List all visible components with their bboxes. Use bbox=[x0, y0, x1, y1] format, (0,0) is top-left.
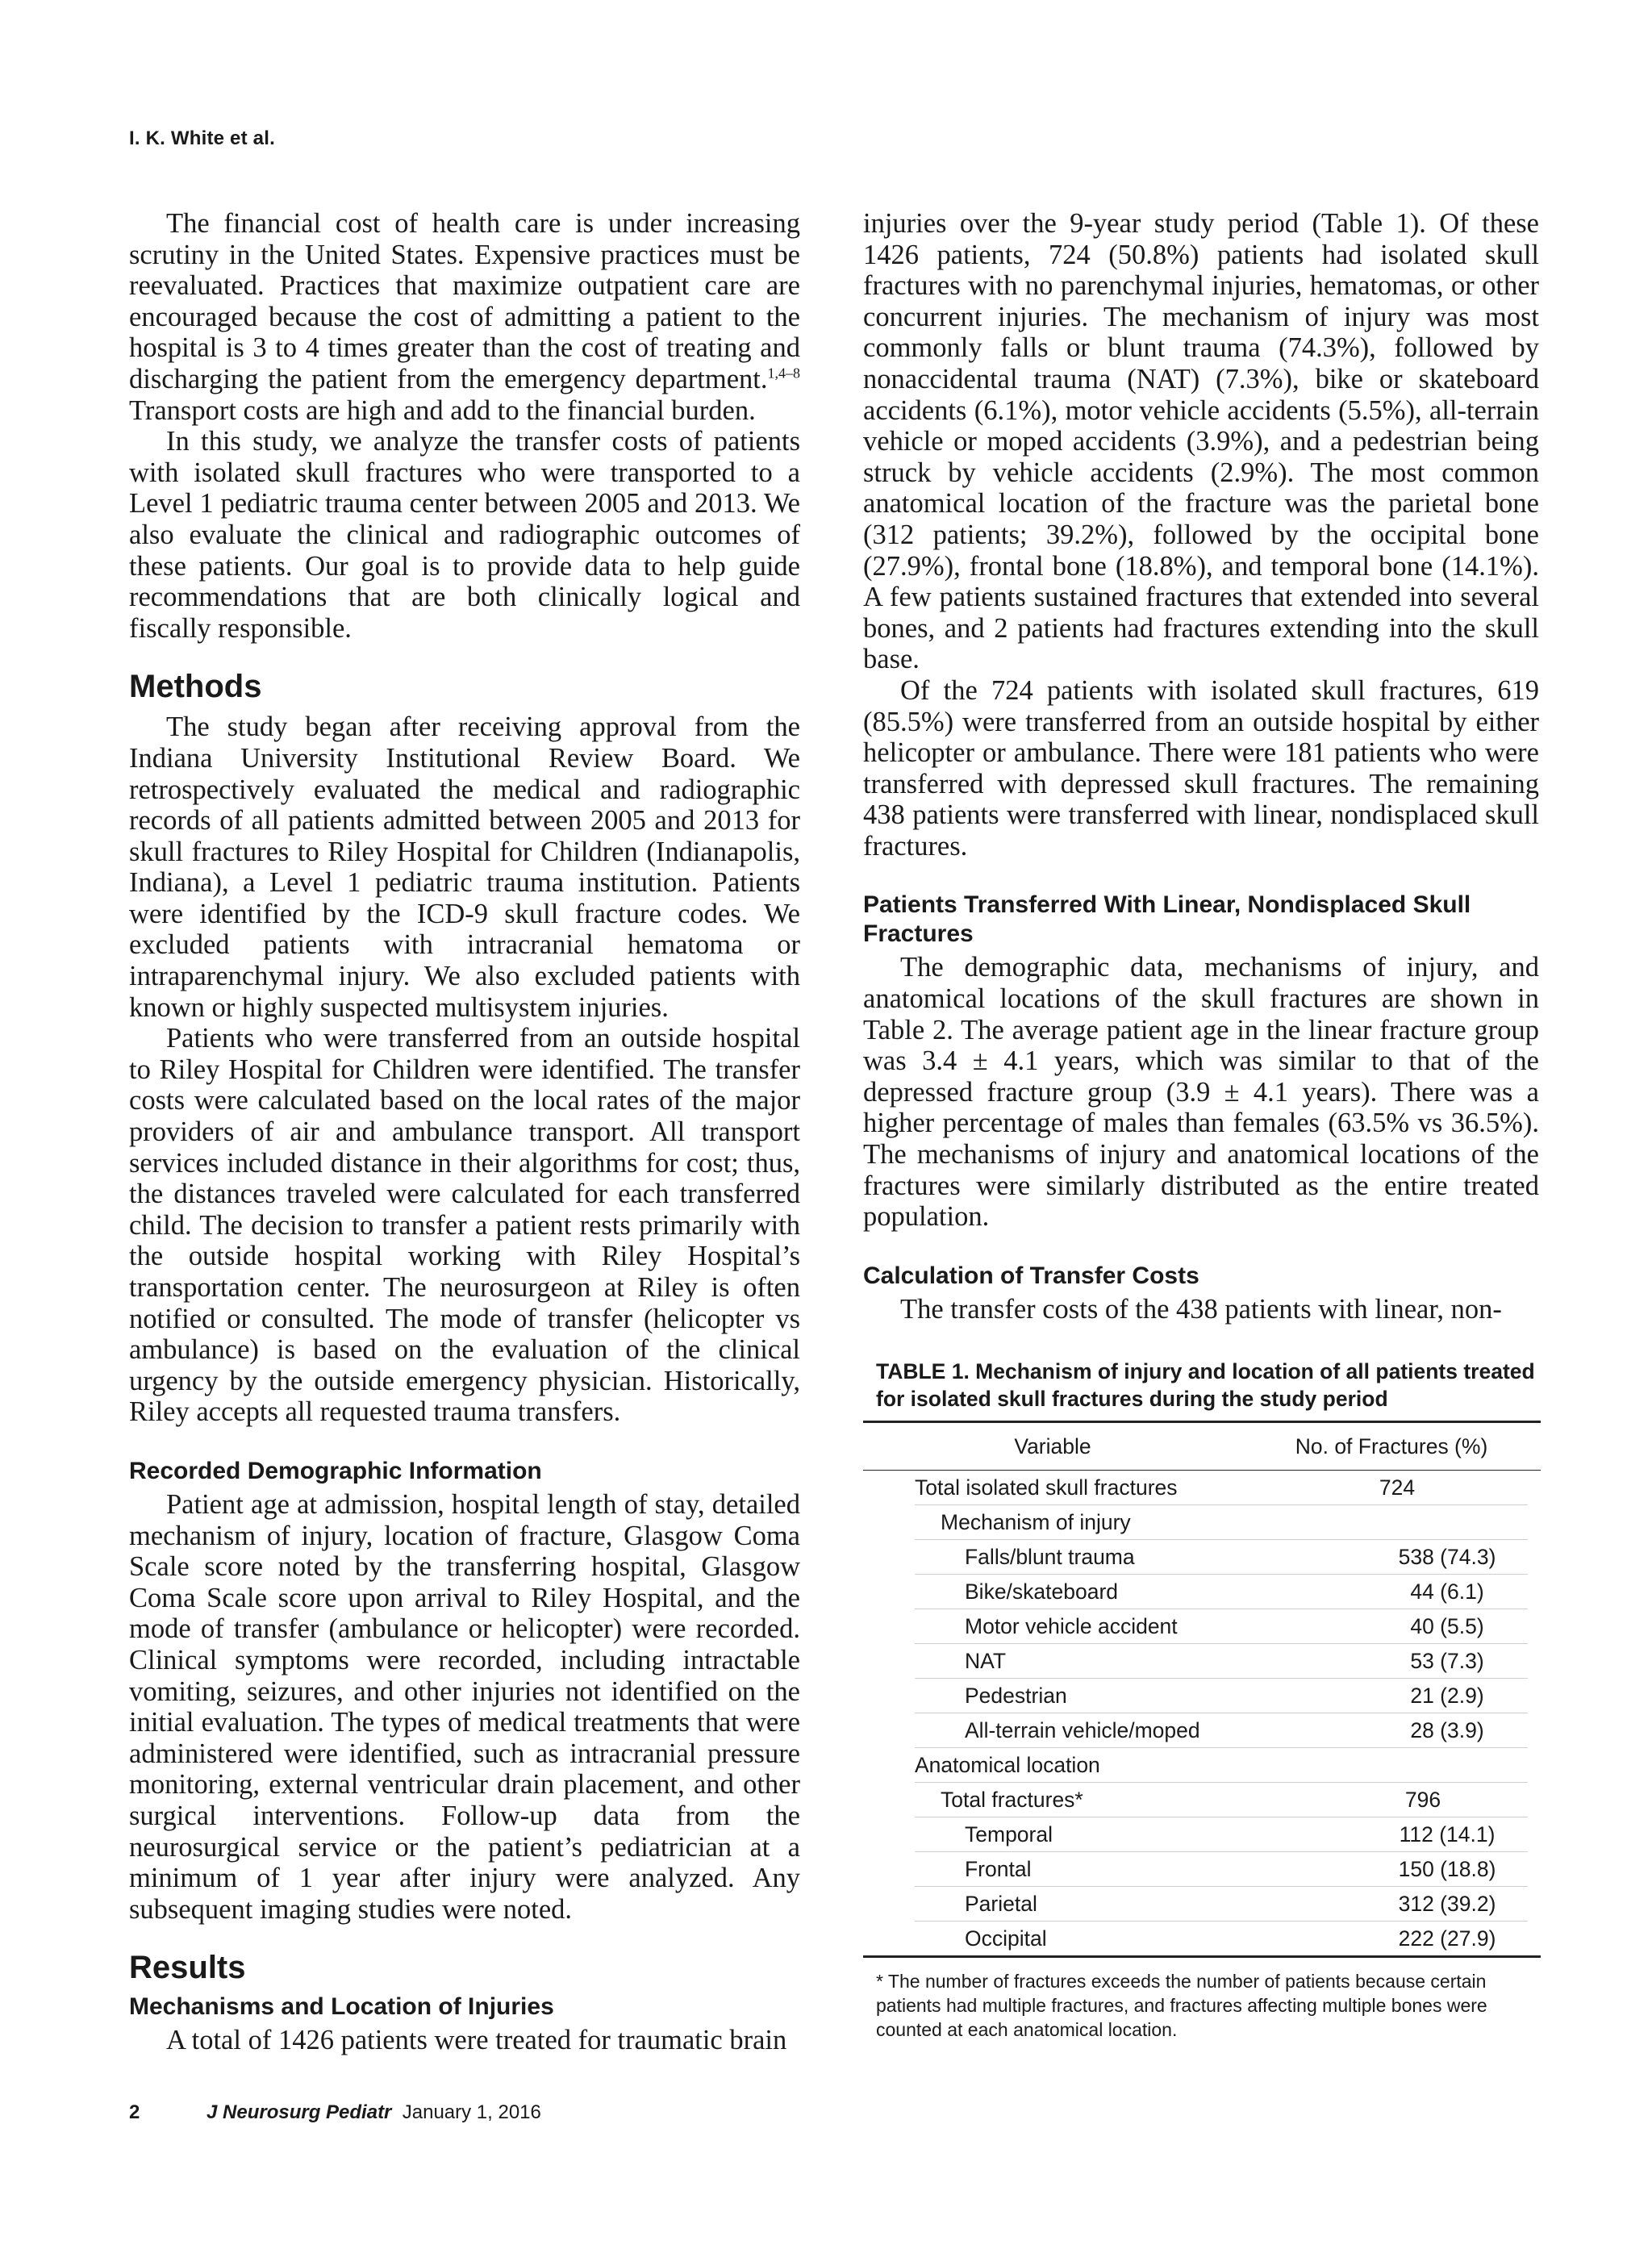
table-cell-count: 538 (74.3) bbox=[1398, 1544, 1496, 1569]
table-cell-count: 28 (3.9) bbox=[1410, 1717, 1484, 1742]
running-head-authors: I. K. White et al. bbox=[129, 127, 275, 149]
table-header-fractures: No. of Fractures (%) bbox=[1295, 1433, 1488, 1458]
subsection-heading-transfer-costs: Calculation of Transfer Costs bbox=[863, 1262, 1199, 1289]
table-cell-variable: Pedestrian bbox=[965, 1683, 1067, 1708]
results-paragraph-1: A total of 1426 patients were treated for traumatic brain bbox=[166, 2025, 787, 2056]
table-cell-count: 21 (2.9) bbox=[1410, 1683, 1484, 1708]
intro-paragraph-1 bbox=[129, 208, 800, 426]
table-header-variable: Variable bbox=[1014, 1433, 1091, 1458]
table-caption: TABLE 1. Mechanism of injury and location of all patients treated for isolated skull fractures during the study period bbox=[876, 1359, 1535, 1411]
table-cell-variable: Mechanism of injury bbox=[941, 1509, 1131, 1534]
table-cell-variable: Occipital bbox=[965, 1926, 1047, 1951]
subsection-heading-demographics: Recorded Demographic Information bbox=[129, 1457, 542, 1484]
transfer-costs-paragraph: The transfer costs of the 438 patients with linear, non- bbox=[900, 1293, 1502, 1325]
issue-date: January 1, 2016 bbox=[402, 2101, 541, 2123]
table-row bbox=[915, 1748, 1528, 1783]
table-row bbox=[915, 1644, 1528, 1679]
intro-text: The financial cost of health care is under increasing scrutiny in the United States. Expensive practices must be reevaluated. Practices that maximize outpatient care are encouraged because the cost of admitting a patient to the hospital is 3 to 4 times greater than the cost of treating and discharging the patient from the emergency department. bbox=[129, 208, 800, 394]
table-cell-variable: Frontal bbox=[965, 1856, 1032, 1881]
table-row bbox=[915, 1817, 1528, 1852]
table-header-row bbox=[863, 1423, 1541, 1470]
table-cell-variable: Parietal bbox=[965, 1891, 1037, 1916]
table-row bbox=[915, 1852, 1528, 1887]
table-cell-variable: All-terrain vehicle/moped bbox=[965, 1717, 1200, 1742]
table-cell-count: 112 (14.1) bbox=[1399, 1821, 1496, 1846]
citation-superscript[interactable]: 1,4–8 bbox=[767, 365, 800, 382]
table-cell-count: 40 (5.5) bbox=[1410, 1613, 1484, 1638]
table-cell-variable: Falls/blunt trauma bbox=[965, 1544, 1135, 1569]
table-1 bbox=[863, 1358, 1541, 2042]
demographics-paragraph: Patient age at admission, hospital length of stay, detailed mechanism of injury, location of fracture, Glasgow Coma Scale score noted by the transferring hospital, Glasgow Coma Scale score upon arrival to Riley Hospital, and the mode of transfer (ambulance or helicopter) were recorded. Clinical symptoms were recorded, including intractable vomiting, seizures, and other injuries not identified on the initial evaluation. The types of medical treatments that were administered were identified, such as intracranial pressure monitoring, external ventricular drain placement, and other surgical interventions. Follow-up data from the neurosurgical service or the patient’s pediatrician at a minimum of 1 year after injury were analyzed. Any subsequent imaging studies were noted. bbox=[129, 1488, 800, 1925]
table-body bbox=[863, 1471, 1541, 1955]
table-cell-count: 222 (27.9) bbox=[1398, 1926, 1496, 1951]
left-column bbox=[129, 208, 800, 2056]
table-cell-count: 724 bbox=[1379, 1475, 1416, 1500]
table-cell-variable: Total fractures* bbox=[941, 1787, 1083, 1812]
table-cell-count: 796 bbox=[1404, 1787, 1441, 1812]
results-paragraph-3: Of the 724 patients with isolated skull fractures, 619 (85.5%) were transferred from an outside hospital by either helicopter or ambulance. There were 181 patients who were transferred with depressed skull fractures. The remaining 438 patients were transferred with linear, nondisplaced skull fractures. bbox=[863, 674, 1539, 862]
table-row bbox=[915, 1575, 1528, 1609]
table-cell-variable: Motor vehicle accident bbox=[965, 1613, 1178, 1638]
table-row bbox=[915, 1540, 1528, 1575]
table-row bbox=[915, 1679, 1528, 1713]
page-footer bbox=[129, 2101, 541, 2124]
table-cell-count: 150 (18.8) bbox=[1398, 1856, 1496, 1881]
table-cell-variable: Bike/skateboard bbox=[965, 1579, 1119, 1604]
section-heading-methods: Methods bbox=[129, 669, 262, 705]
table-cell-count: 53 (7.3) bbox=[1410, 1648, 1484, 1673]
section-heading-results: Results bbox=[129, 1950, 246, 1986]
table-footnote: * The number of fractures exceeds the number of patients because certain patients had multiple fractures, and fractures affecting multiple bones were counted at each anatomical location. bbox=[876, 1971, 1487, 2040]
table-cell-count: 44 (6.1) bbox=[1410, 1579, 1484, 1604]
page-number: 2 bbox=[129, 2101, 140, 2123]
methods-paragraph-2: Patients who were transferred from an outside hospital to Riley Hospital for Children were identified. The transfer costs were calculated based on the local rates of the major providers of air and ambulance transport. All transport services included distance in their algorithms for cost; thus, the distances traveled were calculated for each transferred child. The decision to transfer a patient rests primarily with the outside hospital working with Riley Hospital’s transportation center. The neurosurgeon at Riley is often notified or consulted. The mode of transfer (helicopter vs ambulance) is based on the evaluation of the clinical urgency by the outside emergency physician. Historically, Riley accepts all requested trauma transfers. bbox=[129, 1023, 800, 1428]
table-cell-count: 312 (39.2) bbox=[1398, 1891, 1496, 1916]
journal-name: J Neurosurg Pediatr bbox=[206, 2101, 392, 2123]
table-cell-variable: Total isolated skull fractures bbox=[915, 1475, 1178, 1500]
table-cell-variable: NAT bbox=[965, 1648, 1007, 1673]
table-row bbox=[915, 1887, 1528, 1922]
linear-fractures-paragraph: The demographic data, mechanisms of injury, and anatomical locations of the skull fractures are shown in Table 2. The average patient age in the linear fracture group was 3.4 ± 4.1 years, which was similar to that of the depressed fracture group (3.9 ± 4.1 years). There was a higher percentage of males than females (63.5% vs 36.5%). The mechanisms of injury and anatomical locations of the fractures were similarly distributed as the entire treated population. bbox=[863, 952, 1539, 1233]
table-row bbox=[915, 1713, 1528, 1748]
table-cell-variable: Anatomical location bbox=[915, 1752, 1100, 1777]
table-row bbox=[915, 1922, 1528, 1955]
table-row bbox=[915, 1609, 1528, 1644]
table-cell-variable: Temporal bbox=[965, 1821, 1053, 1846]
intro-text-tail: Transport costs are high and add to the financial burden. bbox=[129, 394, 756, 426]
methods-paragraph-1: The study began after receiving approval from the Indiana University Institutional Review Board. We retrospectively evaluated the medical and radiographic records of all patients admitted between 2005 and 2013 for skull fractures to Riley Hospital for Children (Indianapolis, Indiana), a Level 1 pediatric trauma institution. Patients were identified by the ICD-9 skull fracture codes. We excluded patients with intracranial hematoma or intraparenchymal injury. We also excluded patients with known or highly suspected multisystem injuries. bbox=[129, 711, 800, 1023]
subsection-heading-linear-fractures: Patients Transferred With Linear, Nondisplaced Skull Fractures bbox=[863, 891, 1471, 948]
table-row bbox=[915, 1783, 1528, 1817]
table-row bbox=[915, 1505, 1528, 1540]
intro-paragraph-2: In this study, we analyze the transfer costs of patients with isolated skull fractures who were transported to a Level 1 pediatric trauma center between 2005 and 2013. We also evaluate the clinical and radiographic outcomes of these patients. Our goal is to provide data to help guide recommendations that are both clinically logical and fiscally responsible. bbox=[129, 426, 800, 644]
table-row bbox=[915, 1471, 1528, 1505]
subsection-heading-mechanisms: Mechanisms and Location of Injuries bbox=[129, 1993, 554, 2021]
results-paragraph-2: injuries over the 9-year study period (Table 1). Of these 1426 patients, 724 (50.8%) patients had isolated skull fractures with no parenchymal injuries, hematomas, or other concurrent injuries. The mechanism of injury was most commonly falls or blunt trauma (74.3%), followed by nonaccidental trauma (NAT) (7.3%), bike or skateboard accidents (6.1%), motor vehicle accidents (5.5%), all-terrain vehicle or moped accidents (3.9%), and a pedestrian being struck by vehicle accidents (2.9%). The most common anatomical location of the fracture was the parietal bone (312 patients; 39.2%), followed by the occipital bone (27.9%), frontal bone (18.8%), and temporal bone (14.1%). A few patients sustained fractures that extended into several bones, and 2 patients had fractures extending into the skull base. bbox=[863, 208, 1539, 675]
right-column bbox=[863, 208, 1539, 1325]
